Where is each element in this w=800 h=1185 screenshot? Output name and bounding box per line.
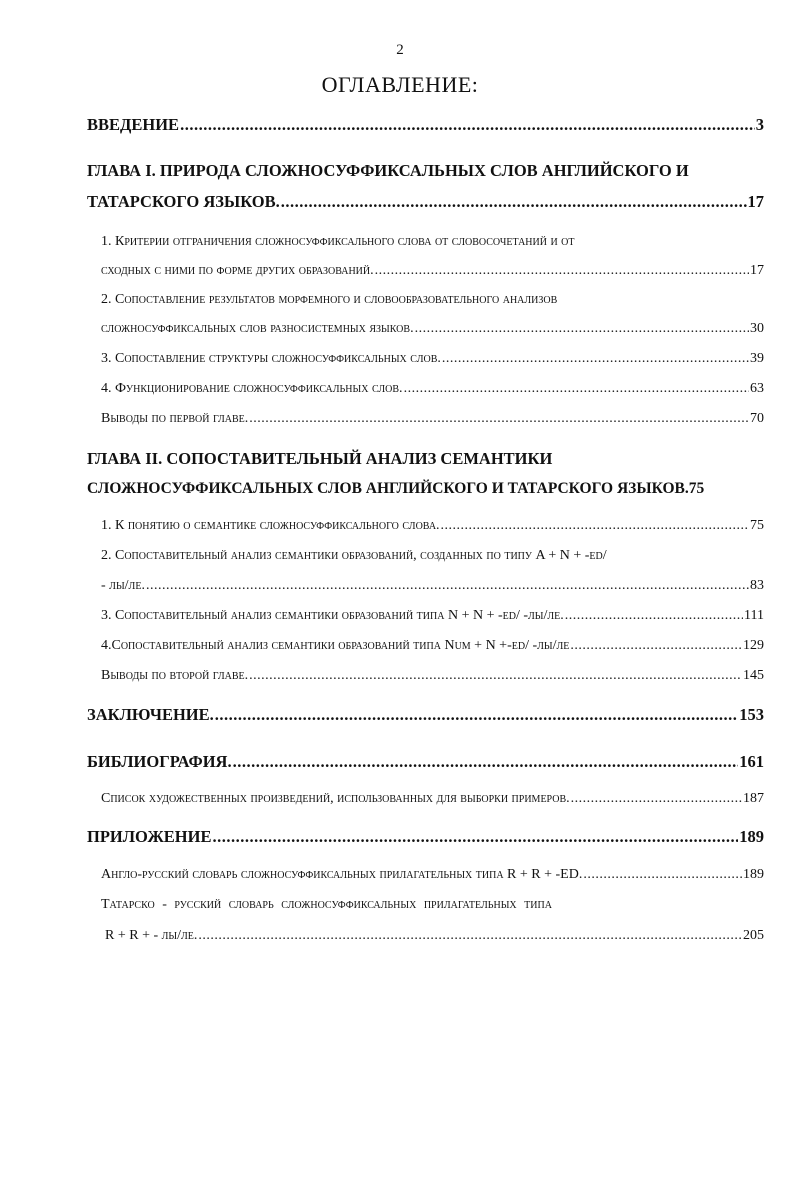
leader-dots — [198, 929, 742, 943]
toc-entry-title: Выводы по второй главе. — [101, 668, 249, 683]
leader-dots — [180, 117, 755, 134]
toc-chapter-2-line-2[interactable] — [87, 481, 777, 497]
toc-entry-title: 1. К понятию о семантике сложносуффиксального слова. — [101, 518, 440, 533]
toc-entry-title: 3. Сопоставление структуры сложносуффиксальных слов. — [101, 351, 441, 366]
toc-item[interactable] — [101, 412, 764, 426]
toc-page-number: 3 — [755, 115, 764, 134]
leader-dots — [212, 829, 738, 846]
toc-entry-title: R + R + - лы/ле. — [105, 928, 198, 943]
toc-chapter-2-line-1[interactable] — [87, 451, 764, 468]
toc-item[interactable] — [101, 519, 764, 533]
leader-dots — [565, 609, 743, 623]
toc-item[interactable] — [101, 868, 764, 882]
leader-dots — [583, 868, 742, 882]
toc-page-number: 30 — [750, 321, 764, 336]
toc-item[interactable] — [105, 929, 764, 943]
toc-item[interactable] — [101, 322, 764, 336]
toc-item[interactable] — [101, 579, 764, 593]
toc-page-number: 145 — [743, 668, 764, 683]
toc-entry-title: ПРИЛОЖЕНИЕ — [87, 827, 212, 846]
leader-dots — [215, 707, 739, 724]
leader-dots — [570, 639, 742, 653]
leader-dots — [442, 352, 749, 366]
leader-dots — [249, 669, 742, 683]
toc-entry-title: СЛОЖНОСУФФИКСАЛЬНЫХ СЛОВ АНГЛИЙСКОГО И ТАТАРСКОГО ЯЗЫКОВ. — [87, 480, 689, 497]
toc-item[interactable] — [101, 898, 764, 912]
toc-chapter-1-line-2[interactable] — [87, 194, 764, 211]
toc-entry-title: БИБЛИОГРАФИЯ. — [87, 752, 232, 771]
toc-item[interactable] — [101, 792, 764, 806]
toc-page-number: 70 — [750, 411, 764, 426]
toc-item[interactable] — [101, 609, 764, 623]
toc-item[interactable] — [101, 639, 764, 653]
toc-entry-title: ГЛАВА II. СОПОСТАВИТЕЛЬНЫЙ АНАЛИЗ СЕМАНТИКИ — [87, 449, 553, 468]
toc-page-number: 17 — [747, 192, 764, 211]
toc-entry-title: 4. Функционирование сложносуффиксальных слов. — [101, 381, 403, 396]
toc-entry-title: 2. Сопоставление результатов морфемного и словообразовательного анализов — [101, 292, 558, 307]
toc-page-number: 205 — [743, 928, 764, 943]
toc-page-number: 39 — [750, 351, 764, 366]
toc-page-number: 129 — [743, 638, 764, 653]
toc-page-number: 83 — [750, 578, 764, 593]
toc-page-number: 153 — [739, 705, 764, 724]
toc-page-number: 111 — [744, 608, 764, 623]
toc-page-number: 75 — [750, 518, 764, 533]
toc-page-number: 189 — [739, 827, 764, 846]
toc-entry-title: Татарско - русский словарь сложносуффиксальных прилагательных типа — [101, 897, 552, 912]
toc-page-number: 161 — [739, 752, 764, 771]
toc-item[interactable] — [101, 549, 764, 563]
toc-page-number: 189 — [743, 867, 764, 882]
toc-entry-introduction[interactable] — [87, 117, 764, 134]
toc-item[interactable] — [101, 382, 764, 396]
toc-entry-title: 1. Критерии отграничения сложносуффиксального слова от словосочетаний и от — [101, 234, 575, 249]
leader-dots — [571, 792, 742, 806]
leader-dots — [404, 382, 749, 396]
toc-page-number: 63 — [750, 381, 764, 396]
toc-entry-title: ВВЕДЕНИЕ — [87, 115, 180, 134]
toc-entry-title: сходных с ними по форме других образований. — [101, 263, 374, 278]
toc-page-number: 187 — [743, 791, 764, 806]
toc-entry-title: сложносуффиксальных слов разносистемных языков. — [101, 321, 414, 336]
toc-entry-title: 3. Сопоставительный анализ семантики образований типа N + N + -ed/ -лы/ле. — [101, 608, 564, 623]
toc-item[interactable] — [101, 669, 764, 683]
toc-entry-bibliography[interactable] — [87, 754, 764, 771]
leader-dots — [441, 519, 749, 533]
toc-entry-title: ТАТАРСКОГО ЯЗЫКОВ. — [87, 192, 280, 211]
toc-entry-title: Список художественных произведений, использованных для выборки примеров. — [101, 791, 570, 806]
leader-dots — [281, 194, 747, 211]
toc-entry-title: ЗАКЛЮЧЕНИЕ. — [87, 705, 214, 724]
toc-item[interactable] — [101, 352, 764, 366]
toc-item[interactable] — [101, 264, 764, 278]
toc-entry-conclusion[interactable] — [87, 707, 764, 724]
toc-item[interactable] — [101, 293, 764, 307]
leader-dots — [233, 754, 739, 771]
leader-dots — [415, 322, 749, 336]
toc-chapter-1-line-1[interactable] — [87, 163, 764, 180]
leader-dots — [146, 579, 749, 593]
toc-entry-title: 4.Сопоставительный анализ семантики образований типа Num + N +-ed/ -лы/ле — [101, 638, 570, 653]
leader-dots — [375, 264, 749, 278]
leader-dots — [249, 412, 749, 426]
page-title: ОГЛАВЛЕНИЕ: — [321, 72, 479, 97]
toc-item[interactable] — [101, 235, 764, 249]
toc-entry-title: 2. Сопоставительный анализ семантики образований, созданных по типу A + N + -ed/ — [101, 548, 607, 563]
toc-page-number: 17 — [750, 263, 764, 278]
toc-entry-title: Выводы по первой главе. — [101, 411, 249, 426]
page-number: 2 — [396, 42, 404, 58]
toc-entry-title: Англо-русский словарь сложносуффиксальных прилагательных типа R + R + -ED. — [101, 867, 583, 882]
toc-entry-appendix[interactable] — [87, 829, 764, 846]
toc-page-number: 75 — [688, 480, 705, 497]
toc-entry-title: ГЛАВА I. ПРИРОДА СЛОЖНОСУФФИКСАЛЬНЫХ СЛОВ АНГЛИЙСКОГО И — [87, 161, 689, 180]
toc-entry-title: - лы/ле. — [101, 578, 145, 593]
